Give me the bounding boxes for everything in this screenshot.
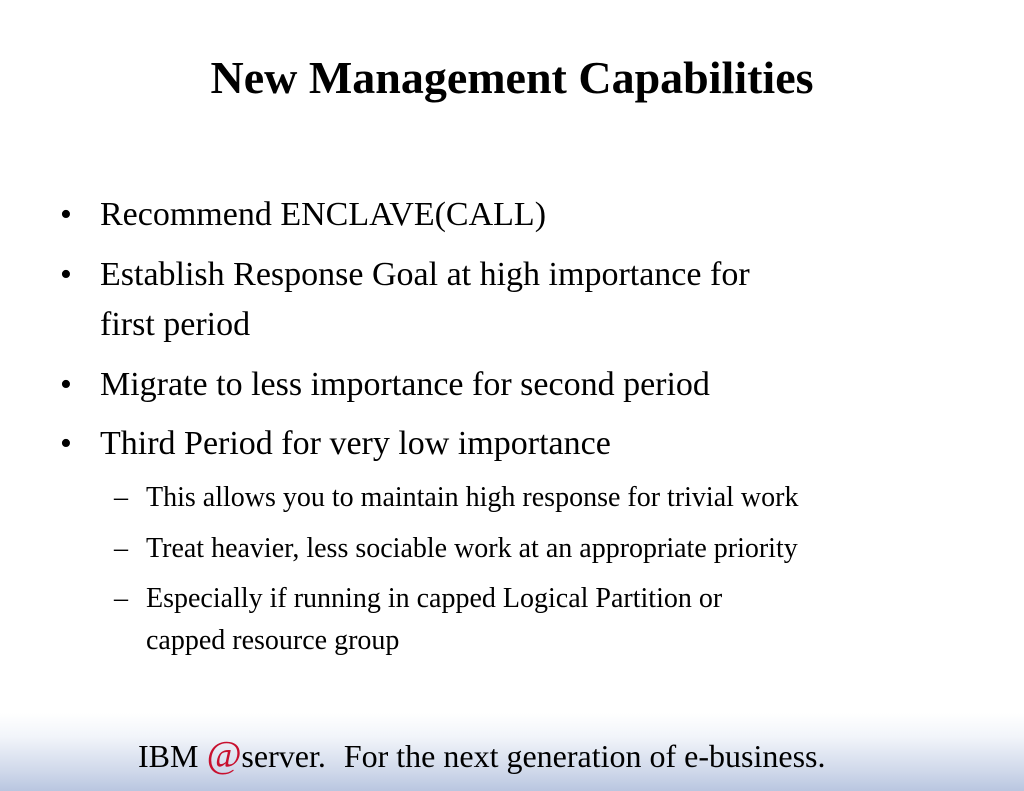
subbullet-text: Treat heavier, less sociable work at an appropriate priority [146, 533, 798, 564]
bullet-text: Establish Response Goal at high importance for [100, 256, 750, 293]
eserver-e-logo-icon: @ [206, 734, 242, 776]
footer-tagline: For the next generation of e-business. [343, 738, 826, 774]
slide-title: New Management Capabilities [210, 52, 814, 103]
ibm-brand: IBM [138, 738, 199, 774]
bullet-text: Migrate to less importance for second period [100, 366, 710, 403]
subbullet-marker: – [114, 482, 128, 513]
server-brand: server. [241, 738, 326, 774]
bullet-text-continuation: first period [100, 306, 251, 343]
bullet-marker: • [60, 425, 72, 462]
subbullet-text-continuation: capped resource group [146, 625, 400, 656]
bullet-text: Recommend ENCLAVE(CALL) [100, 196, 547, 233]
bullet-marker: • [60, 196, 72, 233]
bullet-marker: • [60, 256, 72, 293]
bullet-item [60, 360, 940, 410]
subbullet-marker: – [114, 583, 128, 614]
bullet-text: Third Period for very low importance [100, 425, 611, 462]
subbullet-item [114, 578, 986, 662]
footer-logo-line [138, 735, 825, 776]
bullet-marker: • [60, 366, 72, 403]
subbullet-item [114, 528, 986, 570]
bullet-item [60, 250, 940, 350]
subbullet-text: This allows you to maintain high response for trivial work [146, 482, 799, 513]
subbullet-item [114, 477, 986, 519]
subbullet-marker: – [114, 533, 128, 564]
subbullet-text: Especially if running in capped Logical Partition or [146, 583, 723, 614]
bullet-item [60, 419, 940, 469]
bullet-item [60, 190, 940, 240]
